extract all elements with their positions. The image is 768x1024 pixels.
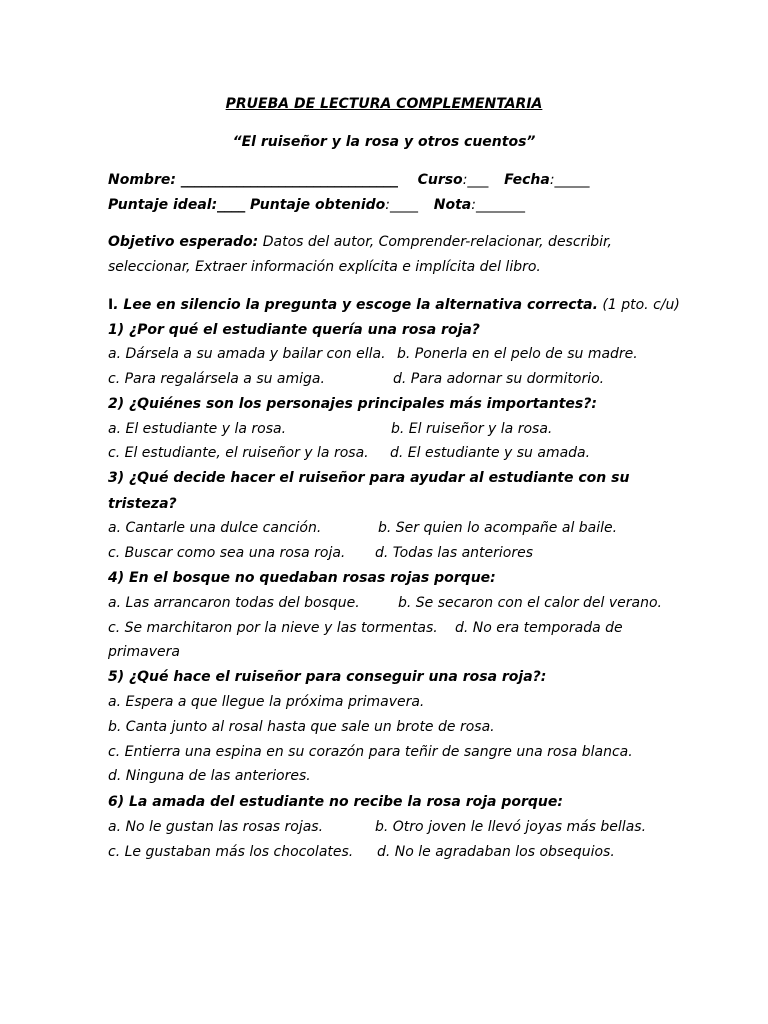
book-subtitle: “El ruiseñor y la rosa y otros cuentos”	[232, 134, 536, 150]
question-3-option-b: b. Ser quien lo acompañe al baile.	[378, 520, 618, 536]
puntaje-obtenido-blank: :____	[385, 197, 419, 213]
puntaje-ideal-blank: ____	[217, 197, 246, 213]
objetivo-line-2: seleccionar, Extraer información explícita e implícita del libro.	[108, 259, 541, 275]
objetivo-text-1: Datos del autor, Comprender-relacionar, describir,	[262, 234, 612, 250]
question-2-option-d: d. El estudiante y su amada.	[390, 445, 591, 461]
question-4-option-a: a. Las arrancaron todas del bosque.	[108, 595, 360, 611]
nombre-blank: _______________________________	[180, 172, 398, 188]
question-4: 4) En el bosque no quedaban rosas rojas porque:	[108, 570, 496, 586]
question-4-option-c: c. Se marchitaron por la nieve y las tormentas.	[108, 620, 438, 636]
instruction-text: . Lee en silencio la pregunta y escoge la alternativa correcta.	[113, 297, 598, 313]
section-numeral: I	[108, 297, 114, 313]
page-title: PRUEBA DE LECTURA COMPLEMENTARIA	[225, 96, 543, 112]
question-1-option-b: b. Ponerla en el pelo de su madre.	[397, 346, 638, 362]
curso-blank: :___	[462, 172, 489, 188]
question-6-option-d: d. No le agradaban los obsequios.	[377, 844, 615, 860]
question-4-option-d-continued: primavera	[108, 644, 180, 660]
question-1-option-c: c. Para regalársela a su amiga.	[108, 371, 325, 387]
question-3-option-c: c. Buscar como sea una rosa roja.	[108, 545, 346, 561]
question-2-option-c: c. El estudiante, el ruiseñor y la rosa.	[108, 445, 369, 461]
question-5: 5) ¿Qué hace el ruiseñor para conseguir una rosa roja?:	[108, 669, 547, 685]
question-3-continued: tristeza?	[108, 496, 177, 512]
puntaje-ideal-label: Puntaje ideal:	[108, 197, 218, 213]
question-3: 3) ¿Qué decide hacer el ruiseñor para ayudar al estudiante con su	[108, 470, 630, 486]
question-6-option-c: c. Le gustaban más los chocolates.	[108, 844, 354, 860]
question-5-option-d: d. Ninguna de las anteriores.	[108, 768, 311, 784]
question-6-option-a: a. No le gustan las rosas rojas.	[108, 819, 324, 835]
question-3-option-a: a. Cantarle una dulce canción.	[108, 520, 322, 536]
nota-label: Nota	[433, 197, 472, 213]
question-1: 1) ¿Por qué el estudiante quería una rosa roja?	[108, 322, 480, 338]
puntaje-obtenido-label: Puntaje obtenido	[250, 197, 386, 213]
section-instruction	[108, 295, 680, 315]
question-6-option-b: b. Otro joven le llevó joyas más bellas.	[375, 819, 647, 835]
question-1-option-a: a. Dársela a su amada y bailar con ella.	[108, 346, 386, 362]
question-5-option-b: b. Canta junto al rosal hasta que sale un brote de rosa.	[108, 719, 495, 735]
question-6: 6) La amada del estudiante no recibe la rosa roja porque:	[108, 794, 563, 810]
fecha-label: Fecha	[504, 172, 550, 188]
question-4-option-d: d. No era temporada de	[455, 620, 623, 636]
question-5-option-a: a. Espera a que llegue la próxima primavera.	[108, 694, 425, 710]
objetivo-label: Objetivo esperado:	[108, 234, 259, 250]
points-text: (1 pto. c/u)	[597, 297, 680, 313]
question-3-option-d: d. Todas las anteriores	[375, 545, 534, 561]
question-5-option-c: c. Entierra una espina en su corazón para teñir de sangre una rosa blanca.	[108, 744, 633, 760]
question-2-option-a: a. El estudiante y la rosa.	[108, 421, 287, 437]
curso-label: Curso	[417, 172, 463, 188]
header-line-2	[108, 195, 525, 215]
question-2-option-b: b. El ruiseñor y la rosa.	[391, 421, 553, 437]
question-1-option-d: d. Para adornar su dormitorio.	[393, 371, 605, 387]
fecha-blank: :_____	[549, 172, 590, 188]
nombre-label: Nombre:	[108, 172, 176, 188]
header-line-1	[108, 170, 590, 190]
nota-blank: :_______	[471, 197, 525, 213]
question-4-option-b: b. Se secaron con el calor del verano.	[398, 595, 663, 611]
objetivo-line-1	[108, 232, 612, 252]
question-2: 2) ¿Quiénes son los personajes principales más importantes?:	[108, 396, 597, 412]
